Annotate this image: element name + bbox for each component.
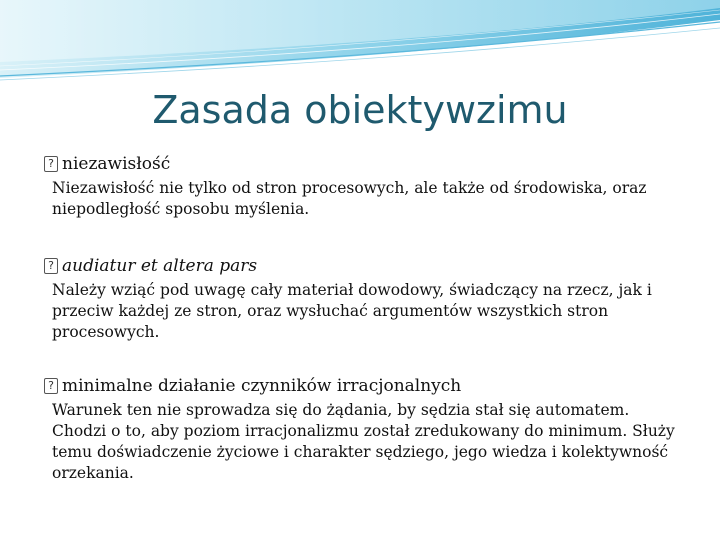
section-heading — [44, 374, 684, 398]
header-wave-decoration — [0, 0, 720, 90]
missing-glyph-box-icon — [44, 156, 58, 172]
section-body-text: Niezawisłość nie tylko od stron procesowych, ale także od środowiska, oraz niepodległość sposobu myślenia. — [52, 179, 647, 218]
missing-glyph-box-icon — [44, 378, 58, 394]
section-heading-text: audiatur et altera pars — [62, 256, 258, 276]
section-minimalne-dzialanie — [44, 374, 684, 484]
section-heading — [44, 254, 684, 278]
section-niezawislosc — [44, 152, 684, 220]
section-heading-text: minimalne działanie czynników irracjonalnych — [62, 376, 462, 396]
section-audiatur — [44, 254, 684, 343]
section-body-text: Warunek ten nie sprowadza się do żądania, by sędzia stał się automatem. Chodzi o to, aby poziom irracjonalizmu został zredukowany do minimum. Służy temu doświadczenie życiowe i charakter sędziego, jego wiedza i kolektywność orzekania. — [52, 401, 675, 482]
section-body-text: Należy wziąć pod uwagę cały materiał dowodowy, świadczący na rzecz, jak i przeciw każdej ze stron, oraz wysłuchać argumentów wszystkich stron procesowych. — [52, 281, 652, 341]
section-heading — [44, 152, 684, 176]
missing-glyph-box-icon — [44, 258, 58, 274]
section-heading-text: niezawisłość — [62, 154, 171, 174]
slide-title: Zasada obiektywzimu — [152, 88, 568, 132]
